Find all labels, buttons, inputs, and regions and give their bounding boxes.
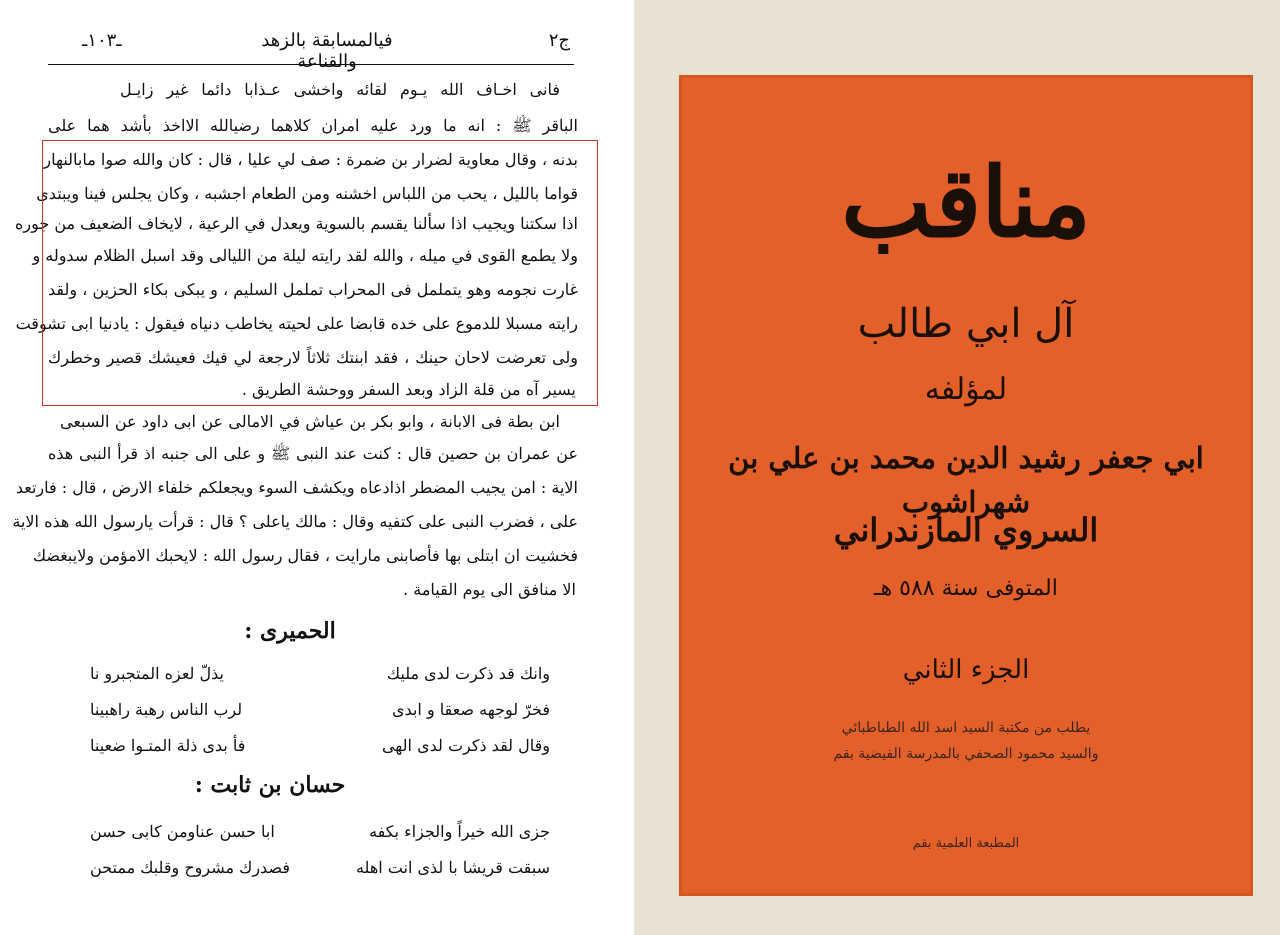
cover-publisher-1: يطلب من مكتبة السيد اسد الله الطباطبائي [841,720,1091,736]
cover-subtitle: آل ابي طالب [857,301,1075,347]
text-line: فانى اخـاف الله يـوم لقائه واخشى عـذابا دائما غير زايـل [120,80,560,99]
text-line: ولى تعرضت لاحان حينك ، فقد ابنتك ثلاثاً لارجعة لي فيك فعيشك قصير وخطرك [48,348,578,367]
cover-author-line2: السروي المازندراني [833,511,1099,549]
text-line: غارت نجومه وهو يتململ فى المحراب تململ السليم ، و يبكى بكاء الحزين ، ولقد [48,280,579,299]
verse-right: فخرّ لوجهه صعقا و ابدى [392,700,550,719]
text-line: عن عمران بن حصين قال : كنت عند النبى ﷺ و على الى جنبه اذ قرأ النبى هذه [48,444,578,463]
page-number: ـ١٠٣ـ [82,30,122,51]
text-line: الا منافق الى يوم القيامة . [403,580,576,599]
cover-publisher-2: والسيد محمود الصحفي بالمدرسة الفيضية بقم [833,746,1099,762]
text-line: فخشيت ان ابتلى بها فأصابنى مارايت ، فقال رسول الله : لايحبك الامؤمن ولايبغضك [32,546,578,565]
text-line: ولا يطمع القوى في ميله ، والله لقد رايته ليلة من الليالى وقد اسبل الظلام سدوله و [32,246,578,265]
verse-left: يذلّ لعزه المتجبرو نا [90,664,224,683]
text-line: ابن بطة فى الابانة ، وابو بكر بن عياش في الامالى عن ابى داود عن السبعى [60,412,560,431]
verse-right: سبقت قريشا با لذى انت اهله [355,858,550,877]
cover-author-label: لمؤلفه [924,372,1008,407]
book-cover [682,78,1250,893]
verse-right: جزى الله خيراً والجزاء بكفه [369,822,550,841]
text-line: على ، فضرب النبى على كتفيه وقال : مالك ياعلى ؟ قال : قرأت يارسول الله هذه الاية [12,512,578,531]
verse-right: وقال لقد ذكرت لدى الهى [381,736,550,755]
cover-press: المطبعة العلمية بقم [912,836,1020,851]
running-title: فيالمسابقة بالزهد والقناعة [261,30,393,72]
verse-right: وانك قد ذكرت لدى مليك [386,664,550,683]
page-header [62,26,570,72]
verse-left: فأ بدى ذلة المتـوا ضعينا [90,736,246,755]
poet-heading: الحميرى : [244,618,336,644]
document-page [0,0,620,935]
cover-author-line1: ابي جعفر رشيد الدين محمد بن علي بن شهراشوب [728,441,1204,519]
poet-heading: حسان بن ثابت : [194,772,346,798]
cover-title: مناقب [841,146,1091,259]
verse-left: لرب الناس رهبة راهبينا [90,700,243,719]
text-line: الاية : امن يجيب المضطر اذادعاه ويكشف السوء ويجعلكم خلفاء الارض ، قال : فارتعد [15,478,578,497]
highlight-box [14,140,598,406]
cover-death-date: المتوفى سنة ٥٨٨ هـ [874,576,1058,601]
text-line: اذا سكتنا ويجيب اذا سألنا يقسم بالسوية ويعدل في الرعية ، لايخاف الضعيف من جوره [14,214,578,233]
text-line: الباقر ﷺ : انه ما ورد عليه امران كلاهما رضيالله الااخذ بأشد هما على [48,116,578,135]
cover-part: الجزء الثاني [902,655,1030,685]
text-line: بدنه ، وقال معاوية لضرار بن ضمرة : صف لي عليا ، قال : كان والله صوا مابالنهار [43,150,578,169]
text-line: رايته مسبلا للدموع على خده قابضا على لحيته يخاطب دنياه فيقول : يادنيا ابى تشوقت [15,314,578,333]
text-line: قواما بالليل ، يحب من اللباس اخشنه ومن الطعام اجشبه ، وكان يجلس فينا ويبتدى [36,184,578,203]
verse-left: فصدرك مشروح وقلبك ممتحن [90,858,290,877]
volume-number: ج٢ [548,30,570,51]
header-rule [48,64,574,65]
text-line: يسير آه من قلة الزاد وبعد السفر ووحشة الطريق . [241,380,576,399]
verse-left: ابا حسن عناومن كابى حسن [90,822,275,841]
